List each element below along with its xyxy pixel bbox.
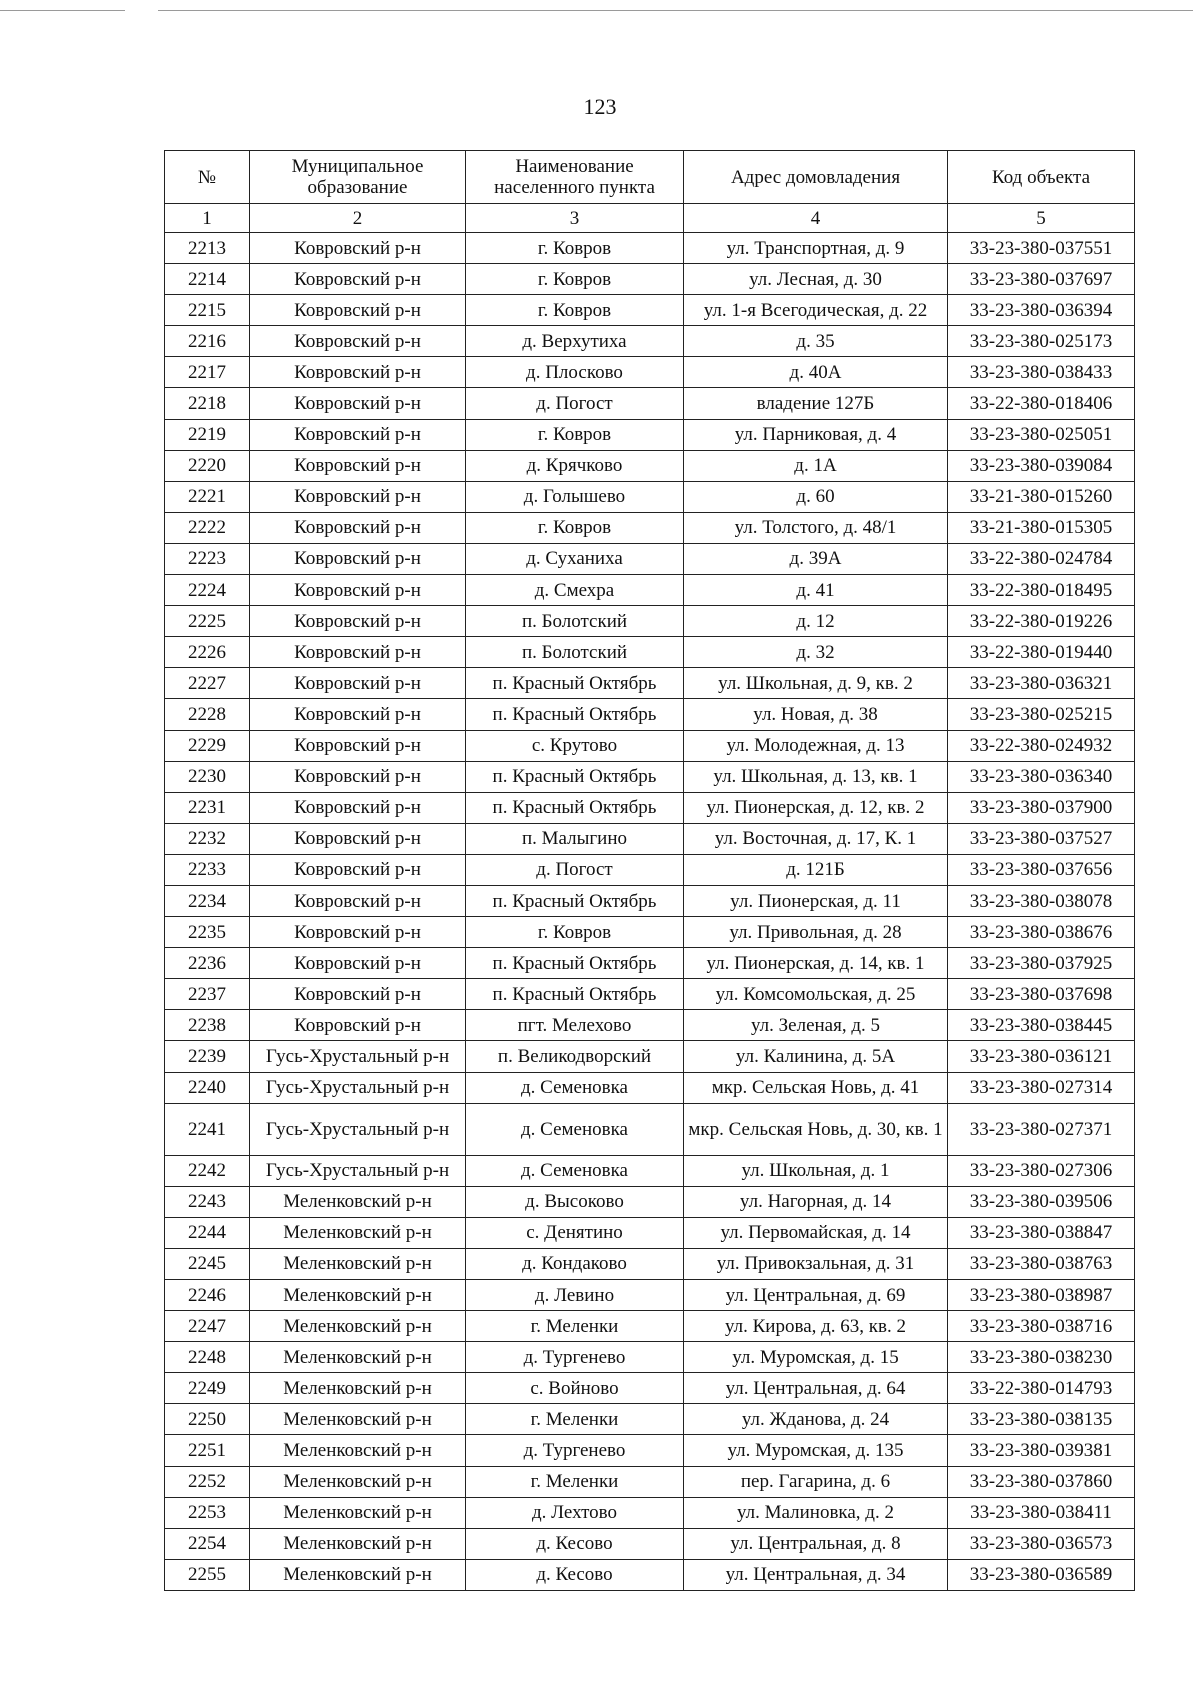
- settlement-cell: д. Смехра: [466, 575, 684, 606]
- address-cell: ул. 1-я Всегодическая, д. 22: [684, 295, 948, 326]
- settlement-cell: д. Верхутиха: [466, 326, 684, 357]
- address-cell: ул. Зеленая, д. 5: [684, 1010, 948, 1041]
- row-number: 2222: [165, 512, 250, 543]
- settlement-cell: п. Красный Октябрь: [466, 792, 684, 823]
- address-cell: д. 41: [684, 575, 948, 606]
- settlement-cell: д. Погост: [466, 388, 684, 419]
- settlement-cell: п. Красный Октябрь: [466, 948, 684, 979]
- municipality-cell: Меленковский р-н: [250, 1217, 466, 1248]
- table-row: [165, 419, 1135, 450]
- header-settlement: Наименование населенного пункта: [466, 151, 684, 204]
- address-cell: ул. Пионерская, д. 12, кв. 2: [684, 792, 948, 823]
- object-code-cell: 33-23-380-039084: [948, 450, 1135, 481]
- municipality-cell: Меленковский р-н: [250, 1559, 466, 1590]
- object-code-cell: 33-23-380-038716: [948, 1311, 1135, 1342]
- municipality-cell: Гусь-Хрустальный р-н: [250, 1041, 466, 1072]
- municipality-cell: Ковровский р-н: [250, 637, 466, 668]
- settlement-cell: с. Крутово: [466, 730, 684, 761]
- object-code-cell: 33-23-380-036589: [948, 1559, 1135, 1590]
- municipality-cell: Ковровский р-н: [250, 326, 466, 357]
- settlement-cell: п. Болотский: [466, 606, 684, 637]
- settlement-cell: г. Меленки: [466, 1466, 684, 1497]
- column-index: 1: [165, 204, 250, 233]
- address-cell: ул. Муромская, д. 135: [684, 1435, 948, 1466]
- settlement-cell: п. Красный Октябрь: [466, 979, 684, 1010]
- municipality-cell: Ковровский р-н: [250, 979, 466, 1010]
- row-number: 2250: [165, 1404, 250, 1435]
- municipality-cell: Ковровский р-н: [250, 388, 466, 419]
- municipality-cell: Ковровский р-н: [250, 948, 466, 979]
- address-cell: д. 39А: [684, 543, 948, 574]
- address-cell: ул. Нагорная, д. 14: [684, 1186, 948, 1217]
- object-code-cell: 33-23-380-038135: [948, 1404, 1135, 1435]
- settlement-cell: д. Погост: [466, 854, 684, 885]
- address-cell: ул. Лесная, д. 30: [684, 264, 948, 295]
- table-row: [165, 1010, 1135, 1041]
- settlement-cell: п. Малыгино: [466, 823, 684, 854]
- address-cell: ул. Малиновка, д. 2: [684, 1497, 948, 1528]
- municipality-cell: Меленковский р-н: [250, 1528, 466, 1559]
- row-number: 2232: [165, 823, 250, 854]
- settlement-cell: пгт. Мелехово: [466, 1010, 684, 1041]
- row-number: 2229: [165, 730, 250, 761]
- municipality-cell: Ковровский р-н: [250, 885, 466, 916]
- settlement-cell: п. Болотский: [466, 637, 684, 668]
- address-cell: д. 121Б: [684, 854, 948, 885]
- column-index-row: [165, 204, 1135, 233]
- row-number: 2227: [165, 668, 250, 699]
- settlement-cell: д. Семеновка: [466, 1103, 684, 1155]
- row-number: 2244: [165, 1217, 250, 1248]
- settlement-cell: г. Ковров: [466, 512, 684, 543]
- object-code-cell: 33-23-380-037551: [948, 233, 1135, 264]
- row-number: 2228: [165, 699, 250, 730]
- object-code-cell: 33-23-380-036121: [948, 1041, 1135, 1072]
- row-number: 2246: [165, 1280, 250, 1311]
- object-code-cell: 33-23-380-037656: [948, 854, 1135, 885]
- settlement-cell: п. Красный Октябрь: [466, 885, 684, 916]
- municipality-cell: Меленковский р-н: [250, 1466, 466, 1497]
- row-number: 2255: [165, 1559, 250, 1590]
- object-code-cell: 33-23-380-037925: [948, 948, 1135, 979]
- municipality-cell: Меленковский р-н: [250, 1248, 466, 1279]
- municipality-cell: Ковровский р-н: [250, 668, 466, 699]
- registry-table: [164, 150, 1135, 1591]
- object-code-cell: 33-23-380-037900: [948, 792, 1135, 823]
- row-number: 2239: [165, 1041, 250, 1072]
- municipality-cell: Ковровский р-н: [250, 419, 466, 450]
- object-code-cell: 33-23-380-036321: [948, 668, 1135, 699]
- row-number: 2215: [165, 295, 250, 326]
- table-row: [165, 481, 1135, 512]
- row-number: 2235: [165, 917, 250, 948]
- address-cell: ул. Муромская, д. 15: [684, 1342, 948, 1373]
- municipality-cell: Меленковский р-н: [250, 1404, 466, 1435]
- table-row: [165, 699, 1135, 730]
- address-cell: д. 60: [684, 481, 948, 512]
- table-row: [165, 606, 1135, 637]
- table-row: [165, 1280, 1135, 1311]
- address-cell: пер. Гагарина, д. 6: [684, 1466, 948, 1497]
- row-number: 2224: [165, 575, 250, 606]
- address-cell: ул. Центральная, д. 8: [684, 1528, 948, 1559]
- object-code-cell: 33-23-380-037698: [948, 979, 1135, 1010]
- municipality-cell: Меленковский р-н: [250, 1497, 466, 1528]
- address-cell: ул. Школьная, д. 1: [684, 1155, 948, 1186]
- object-code-cell: 33-22-380-018406: [948, 388, 1135, 419]
- header-municipality: Муниципальное образование: [250, 151, 466, 204]
- settlement-cell: г. Ковров: [466, 233, 684, 264]
- address-cell: д. 32: [684, 637, 948, 668]
- table-row: [165, 1311, 1135, 1342]
- settlement-cell: д. Семеновка: [466, 1072, 684, 1103]
- settlement-cell: д. Кондаково: [466, 1248, 684, 1279]
- municipality-cell: Гусь-Хрустальный р-н: [250, 1103, 466, 1155]
- row-number: 2216: [165, 326, 250, 357]
- object-code-cell: 33-23-380-037527: [948, 823, 1135, 854]
- address-cell: ул. Пионерская, д. 11: [684, 885, 948, 916]
- settlement-cell: с. Войново: [466, 1373, 684, 1404]
- address-cell: ул. Центральная, д. 69: [684, 1280, 948, 1311]
- object-code-cell: 33-22-380-019440: [948, 637, 1135, 668]
- column-index: 2: [250, 204, 466, 233]
- object-code-cell: 33-23-380-027306: [948, 1155, 1135, 1186]
- object-code-cell: 33-23-380-025215: [948, 699, 1135, 730]
- table-row: [165, 1528, 1135, 1559]
- settlement-cell: д. Кесово: [466, 1528, 684, 1559]
- municipality-cell: Ковровский р-н: [250, 481, 466, 512]
- table-row: [165, 1497, 1135, 1528]
- settlement-cell: г. Меленки: [466, 1311, 684, 1342]
- object-code-cell: 33-23-380-038847: [948, 1217, 1135, 1248]
- address-cell: ул. Центральная, д. 64: [684, 1373, 948, 1404]
- address-cell: мкр. Сельская Новь, д. 41: [684, 1072, 948, 1103]
- municipality-cell: Ковровский р-н: [250, 761, 466, 792]
- address-cell: ул. Школьная, д. 9, кв. 2: [684, 668, 948, 699]
- settlement-cell: п. Красный Октябрь: [466, 699, 684, 730]
- table-row: [165, 450, 1135, 481]
- table-row: [165, 575, 1135, 606]
- row-number: 2217: [165, 357, 250, 388]
- address-cell: ул. Пионерская, д. 14, кв. 1: [684, 948, 948, 979]
- address-cell: ул. Школьная, д. 13, кв. 1: [684, 761, 948, 792]
- table-row: [165, 637, 1135, 668]
- object-code-cell: 33-23-380-025051: [948, 419, 1135, 450]
- address-cell: ул. Жданова, д. 24: [684, 1404, 948, 1435]
- settlement-cell: д. Лехтово: [466, 1497, 684, 1528]
- address-cell: ул. Восточная, д. 17, К. 1: [684, 823, 948, 854]
- table-row: [165, 1342, 1135, 1373]
- table-row: [165, 264, 1135, 295]
- row-number: 2218: [165, 388, 250, 419]
- row-number: 2233: [165, 854, 250, 885]
- row-number: 2241: [165, 1103, 250, 1155]
- object-code-cell: 33-21-380-015260: [948, 481, 1135, 512]
- header-address: Адрес домовладения: [684, 151, 948, 204]
- settlement-cell: д. Голышево: [466, 481, 684, 512]
- row-number: 2247: [165, 1311, 250, 1342]
- row-number: 2248: [165, 1342, 250, 1373]
- municipality-cell: Ковровский р-н: [250, 730, 466, 761]
- settlement-cell: д. Кесово: [466, 1559, 684, 1590]
- settlement-cell: п. Великодворский: [466, 1041, 684, 1072]
- table-row: [165, 388, 1135, 419]
- settlement-cell: с. Денятино: [466, 1217, 684, 1248]
- address-cell: д. 12: [684, 606, 948, 637]
- settlement-cell: п. Красный Октябрь: [466, 761, 684, 792]
- scan-edge-line-right: [158, 10, 1193, 11]
- table-body: [165, 233, 1135, 1591]
- row-number: 2237: [165, 979, 250, 1010]
- row-number: 2221: [165, 481, 250, 512]
- table-row: [165, 1103, 1135, 1155]
- object-code-cell: 33-23-380-036340: [948, 761, 1135, 792]
- address-cell: мкр. Сельская Новь, д. 30, кв. 1: [684, 1103, 948, 1155]
- municipality-cell: Ковровский р-н: [250, 854, 466, 885]
- address-cell: ул. Центральная, д. 34: [684, 1559, 948, 1590]
- municipality-cell: Меленковский р-н: [250, 1280, 466, 1311]
- address-cell: ул. Калинина, д. 5А: [684, 1041, 948, 1072]
- address-cell: д. 35: [684, 326, 948, 357]
- object-code-cell: 33-22-380-024932: [948, 730, 1135, 761]
- address-cell: ул. Молодежная, д. 13: [684, 730, 948, 761]
- settlement-cell: д. Крячково: [466, 450, 684, 481]
- municipality-cell: Ковровский р-н: [250, 543, 466, 574]
- row-number: 2223: [165, 543, 250, 574]
- address-cell: ул. Первомайская, д. 14: [684, 1217, 948, 1248]
- municipality-cell: Меленковский р-н: [250, 1311, 466, 1342]
- object-code-cell: 33-23-380-039506: [948, 1186, 1135, 1217]
- address-cell: владение 127Б: [684, 388, 948, 419]
- table-row: [165, 512, 1135, 543]
- municipality-cell: Меленковский р-н: [250, 1186, 466, 1217]
- table-row: [165, 1404, 1135, 1435]
- municipality-cell: Ковровский р-н: [250, 1010, 466, 1041]
- row-number: 2234: [165, 885, 250, 916]
- table-row: [165, 1217, 1135, 1248]
- table-row: [165, 823, 1135, 854]
- table-row: [165, 792, 1135, 823]
- row-number: 2240: [165, 1072, 250, 1103]
- object-code-cell: 33-23-380-036394: [948, 295, 1135, 326]
- object-code-cell: 33-23-380-027371: [948, 1103, 1135, 1155]
- table-row: [165, 295, 1135, 326]
- settlement-cell: п. Красный Октябрь: [466, 668, 684, 699]
- row-number: 2226: [165, 637, 250, 668]
- row-number: 2242: [165, 1155, 250, 1186]
- object-code-cell: 33-23-380-038987: [948, 1280, 1135, 1311]
- object-code-cell: 33-23-380-038445: [948, 1010, 1135, 1041]
- municipality-cell: Ковровский р-н: [250, 512, 466, 543]
- row-number: 2253: [165, 1497, 250, 1528]
- table-row: [165, 917, 1135, 948]
- table-row: [165, 357, 1135, 388]
- settlement-cell: д. Суханиха: [466, 543, 684, 574]
- row-number: 2243: [165, 1186, 250, 1217]
- column-index: 5: [948, 204, 1135, 233]
- row-number: 2225: [165, 606, 250, 637]
- object-code-cell: 33-23-380-038433: [948, 357, 1135, 388]
- object-code-cell: 33-23-380-038411: [948, 1497, 1135, 1528]
- settlement-cell: д. Семеновка: [466, 1155, 684, 1186]
- row-number: 2238: [165, 1010, 250, 1041]
- settlement-cell: г. Ковров: [466, 917, 684, 948]
- scan-edge-line-left: [0, 10, 125, 11]
- object-code-cell: 33-23-380-027314: [948, 1072, 1135, 1103]
- object-code-cell: 33-23-380-037697: [948, 264, 1135, 295]
- table-row: [165, 979, 1135, 1010]
- address-cell: ул. Привокзальная, д. 31: [684, 1248, 948, 1279]
- object-code-cell: 33-22-380-019226: [948, 606, 1135, 637]
- municipality-cell: Меленковский р-н: [250, 1435, 466, 1466]
- header-object-code: Код объекта: [948, 151, 1135, 204]
- object-code-cell: 33-23-380-039381: [948, 1435, 1135, 1466]
- object-code-cell: 33-22-380-018495: [948, 575, 1135, 606]
- object-code-cell: 33-23-380-038676: [948, 917, 1135, 948]
- municipality-cell: Меленковский р-н: [250, 1342, 466, 1373]
- row-number: 2230: [165, 761, 250, 792]
- settlement-cell: д. Плосково: [466, 357, 684, 388]
- municipality-cell: Ковровский р-н: [250, 450, 466, 481]
- table-row: [165, 761, 1135, 792]
- municipality-cell: Ковровский р-н: [250, 264, 466, 295]
- table-row: [165, 543, 1135, 574]
- object-code-cell: 33-22-380-024784: [948, 543, 1135, 574]
- address-cell: ул. Толстого, д. 48/1: [684, 512, 948, 543]
- table-row: [165, 885, 1135, 916]
- row-number: 2231: [165, 792, 250, 823]
- object-code-cell: 33-23-380-038078: [948, 885, 1135, 916]
- municipality-cell: Гусь-Хрустальный р-н: [250, 1072, 466, 1103]
- settlement-cell: г. Меленки: [466, 1404, 684, 1435]
- row-number: 2245: [165, 1248, 250, 1279]
- settlement-cell: д. Тургенево: [466, 1435, 684, 1466]
- row-number: 2236: [165, 948, 250, 979]
- header-number: №: [165, 151, 250, 204]
- object-code-cell: 33-23-380-037860: [948, 1466, 1135, 1497]
- municipality-cell: Меленковский р-н: [250, 1373, 466, 1404]
- object-code-cell: 33-22-380-014793: [948, 1373, 1135, 1404]
- settlement-cell: г. Ковров: [466, 264, 684, 295]
- table-row: [165, 326, 1135, 357]
- page-number: 123: [583, 94, 617, 119]
- header-row: [165, 151, 1135, 204]
- municipality-cell: Ковровский р-н: [250, 295, 466, 326]
- settlement-cell: д. Тургенево: [466, 1342, 684, 1373]
- table-row: [165, 1186, 1135, 1217]
- row-number: 2254: [165, 1528, 250, 1559]
- row-number: 2251: [165, 1435, 250, 1466]
- object-code-cell: 33-21-380-015305: [948, 512, 1135, 543]
- table-row: [165, 948, 1135, 979]
- municipality-cell: Ковровский р-н: [250, 792, 466, 823]
- table-row: [165, 1072, 1135, 1103]
- row-number: 2220: [165, 450, 250, 481]
- object-code-cell: 33-23-380-038230: [948, 1342, 1135, 1373]
- municipality-cell: Ковровский р-н: [250, 606, 466, 637]
- municipality-cell: Ковровский р-н: [250, 823, 466, 854]
- address-cell: ул. Комсомольская, д. 25: [684, 979, 948, 1010]
- address-cell: д. 1А: [684, 450, 948, 481]
- object-code-cell: 33-23-380-025173: [948, 326, 1135, 357]
- object-code-cell: 33-23-380-038763: [948, 1248, 1135, 1279]
- municipality-cell: Гусь-Хрустальный р-н: [250, 1155, 466, 1186]
- address-cell: ул. Новая, д. 38: [684, 699, 948, 730]
- row-number: 2213: [165, 233, 250, 264]
- row-number: 2252: [165, 1466, 250, 1497]
- table-row: [165, 1435, 1135, 1466]
- table-row: [165, 1559, 1135, 1590]
- table-row: [165, 854, 1135, 885]
- municipality-cell: Ковровский р-н: [250, 575, 466, 606]
- settlement-cell: д. Высоково: [466, 1186, 684, 1217]
- municipality-cell: Ковровский р-н: [250, 233, 466, 264]
- municipality-cell: Ковровский р-н: [250, 917, 466, 948]
- table-row: [165, 1155, 1135, 1186]
- municipality-cell: Ковровский р-н: [250, 699, 466, 730]
- table-row: [165, 730, 1135, 761]
- column-index: 3: [466, 204, 684, 233]
- address-cell: ул. Парниковая, д. 4: [684, 419, 948, 450]
- address-cell: ул. Транспортная, д. 9: [684, 233, 948, 264]
- municipality-cell: Ковровский р-н: [250, 357, 466, 388]
- row-number: 2219: [165, 419, 250, 450]
- address-cell: ул. Привольная, д. 28: [684, 917, 948, 948]
- settlement-cell: г. Ковров: [466, 295, 684, 326]
- table-row: [165, 1248, 1135, 1279]
- row-number: 2214: [165, 264, 250, 295]
- address-cell: ул. Кирова, д. 63, кв. 2: [684, 1311, 948, 1342]
- table-row: [165, 1041, 1135, 1072]
- settlement-cell: г. Ковров: [466, 419, 684, 450]
- address-cell: д. 40А: [684, 357, 948, 388]
- table-row: [165, 233, 1135, 264]
- settlement-cell: д. Левино: [466, 1280, 684, 1311]
- table-row: [165, 668, 1135, 699]
- column-index: 4: [684, 204, 948, 233]
- row-number: 2249: [165, 1373, 250, 1404]
- object-code-cell: 33-23-380-036573: [948, 1528, 1135, 1559]
- table-row: [165, 1373, 1135, 1404]
- table-row: [165, 1466, 1135, 1497]
